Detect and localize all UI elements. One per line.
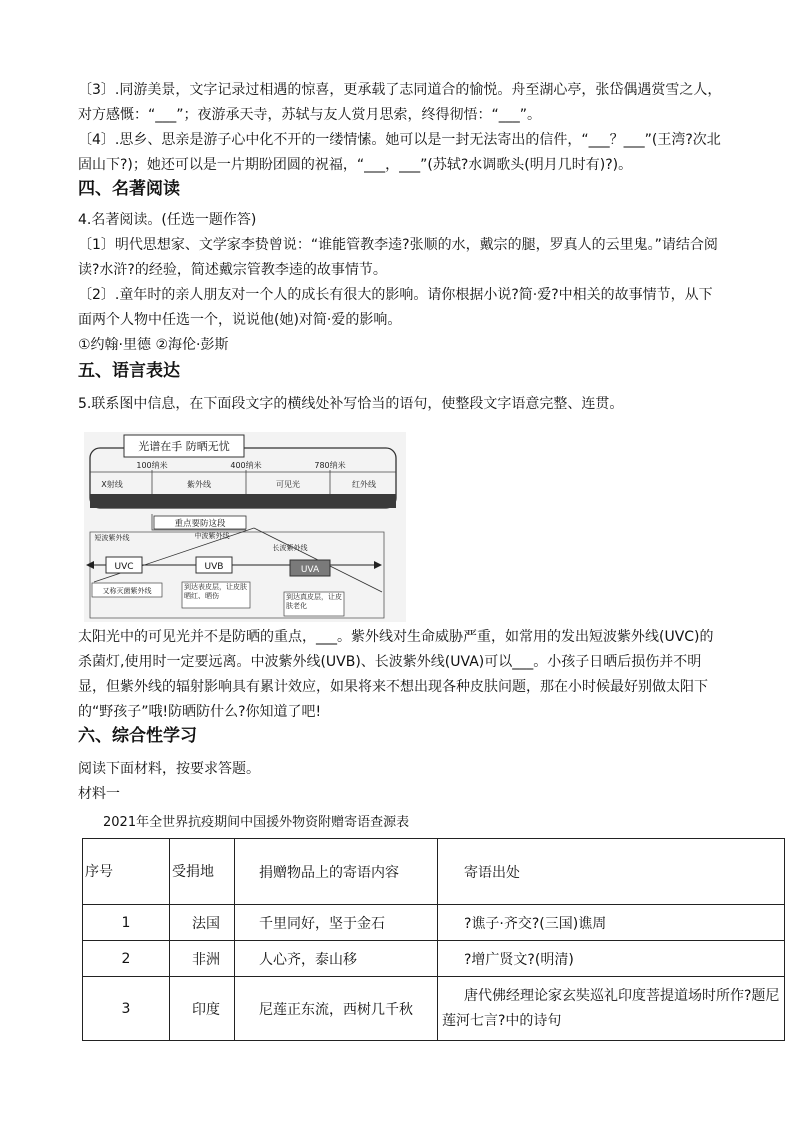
row-1-source: ?谯子·齐交?(三国)谯周 (438, 905, 785, 941)
uva-label: UVA (300, 565, 320, 575)
question-4-part-2: 〔2〕.童年时的亲人朋友对一个人的成长有很大的影响。请你根据小说?简·爱?中相关的故事情节，从下面两个人物中任选一个，说说他(她)对简·爱的影响。 (78, 287, 713, 328)
band-xray-label: X射线 (101, 480, 123, 489)
band-ir-label: 红外线 (352, 480, 376, 489)
header-cell-index: 序号 (83, 839, 170, 905)
short-wave-label: 短波紫外线 (94, 534, 130, 542)
uvb-note-wrap (184, 583, 248, 609)
uv-spectrum-figure (84, 432, 406, 622)
band-uv-label: 紫外线 (187, 480, 211, 489)
table-row (83, 977, 785, 1041)
question-6-intro: 阅读下面材料，按要求答题。 (78, 761, 260, 777)
section-4-heading: 四、名著阅读 (78, 179, 180, 199)
table-header-row (83, 839, 785, 905)
row-1-index: 1 (83, 905, 170, 941)
question-4-intro: 4.名著阅读。(任选一题作答) (78, 212, 257, 228)
band-visible-label: 可见光 (276, 480, 300, 489)
table-row (83, 905, 785, 941)
question-3-part-3: 〔3〕.同游美景，文字记录过相遇的惊喜，更承载了志同道合的愉悦。舟至湖心亭，张岱偶遇赏雪之人，对方感慨：“___”；夜游承天寺，苏轼与友人赏月思索，终得彻悟：“___”。 (78, 82, 722, 123)
row-2-recipient: 非洲 (170, 941, 235, 977)
wavelength-100-label: 100纳米 (136, 461, 168, 470)
uvb-note: 到达表皮层，让皮肤晒红、晒伤 (184, 583, 247, 600)
question-4-options: ①约翰·里德 ②海伦·彭斯 (78, 337, 229, 353)
question-3-part-4: 〔4〕.思乡、思亲是游子心中化不开的一缕情愫。她可以是一封无法寄出的信件，“___？___”(王湾?次北固山下?)；她还可以是一片期盼团圆的祝福，“___，___”(苏轼?水调歌头(明月几时有)?)。 (78, 132, 721, 173)
row-3-index: 3 (83, 977, 170, 1041)
spectrum-band (90, 494, 396, 508)
material-1-label: 材料一 (78, 786, 120, 802)
wavelength-400-label: 400纳米 (230, 461, 262, 470)
section-6-heading: 六、综合性学习 (78, 726, 197, 746)
uva-note-wrap (286, 593, 342, 617)
uvb-label: UVB (204, 562, 224, 572)
uvc-label: UVC (114, 562, 134, 572)
table-row (83, 941, 785, 977)
row-1-recipient: 法国 (170, 905, 235, 941)
row-1-message: 千里同好，坚于金石 (235, 905, 438, 941)
donation-source-table (82, 838, 785, 1041)
header-cell-message: 捐赠物品上的寄语内容 (235, 839, 438, 905)
question-5-intro: 5.联系图中信息，在下面段文字的横线处补写恰当的语句，使整段文字语意完整、连贯。 (78, 396, 624, 412)
question-4-part-1: 〔1〕明代思想家、文学家李贽曾说：“谁能管教李逵?张顺的水，戴宗的腿，罗真人的云里鬼。”请结合阅读?水浒?的经验，简述戴宗管教李逵的故事情节。 (78, 237, 718, 278)
row-3-source: 唐代佛经理论家玄奘巡礼印度菩提道场时所作?题尼莲河七言?中的诗句 (438, 977, 785, 1041)
uva-note: 到达真皮层，让皮肤老化 (286, 593, 342, 610)
table-caption: 2021年全世界抗疫期间中国援外物资附赠寄语查源表 (103, 815, 410, 830)
row-2-message: 人心齐，泰山移 (235, 941, 438, 977)
row-3-message: 尼莲正东流，西树几千秋 (235, 977, 438, 1041)
row-2-index: 2 (83, 941, 170, 977)
long-wave-label: 长波紫外线 (272, 544, 308, 552)
row-2-source: ?增广贤文?(明清) (438, 941, 785, 977)
question-5-passage: 太阳光中的可见光并不是防晒的重点，___。紫外线对生命威胁严重，如常用的发出短波紫外线(UVC)的杀菌灯,使用时一定要远离。中波紫外线(UVB)、长波紫外线(UVA)可以___。小孩子日晒后损伤并不明显，但紫外线的辐射影响具有累计效应，如果将来不想出现各种皮肤问题，那在小时候最好别做太阳下的“野孩子”哦!防晒防什么?你知道了吧! (78, 629, 714, 720)
figure-title: 光谱在手 防晒无忧 (138, 440, 230, 453)
uvc-note: 又称灭菌紫外线 (102, 587, 152, 595)
row-3-recipient: 印度 (170, 977, 235, 1041)
mid-wave-label: 中波紫外线 (194, 532, 230, 540)
header-cell-recipient: 受捐地 (170, 839, 235, 905)
focus-label: 重点要防这段 (174, 519, 226, 529)
wavelength-780-label: 780纳米 (314, 461, 346, 470)
header-cell-source: 寄语出处 (438, 839, 785, 905)
section-5-heading: 五、语言表达 (78, 361, 180, 381)
